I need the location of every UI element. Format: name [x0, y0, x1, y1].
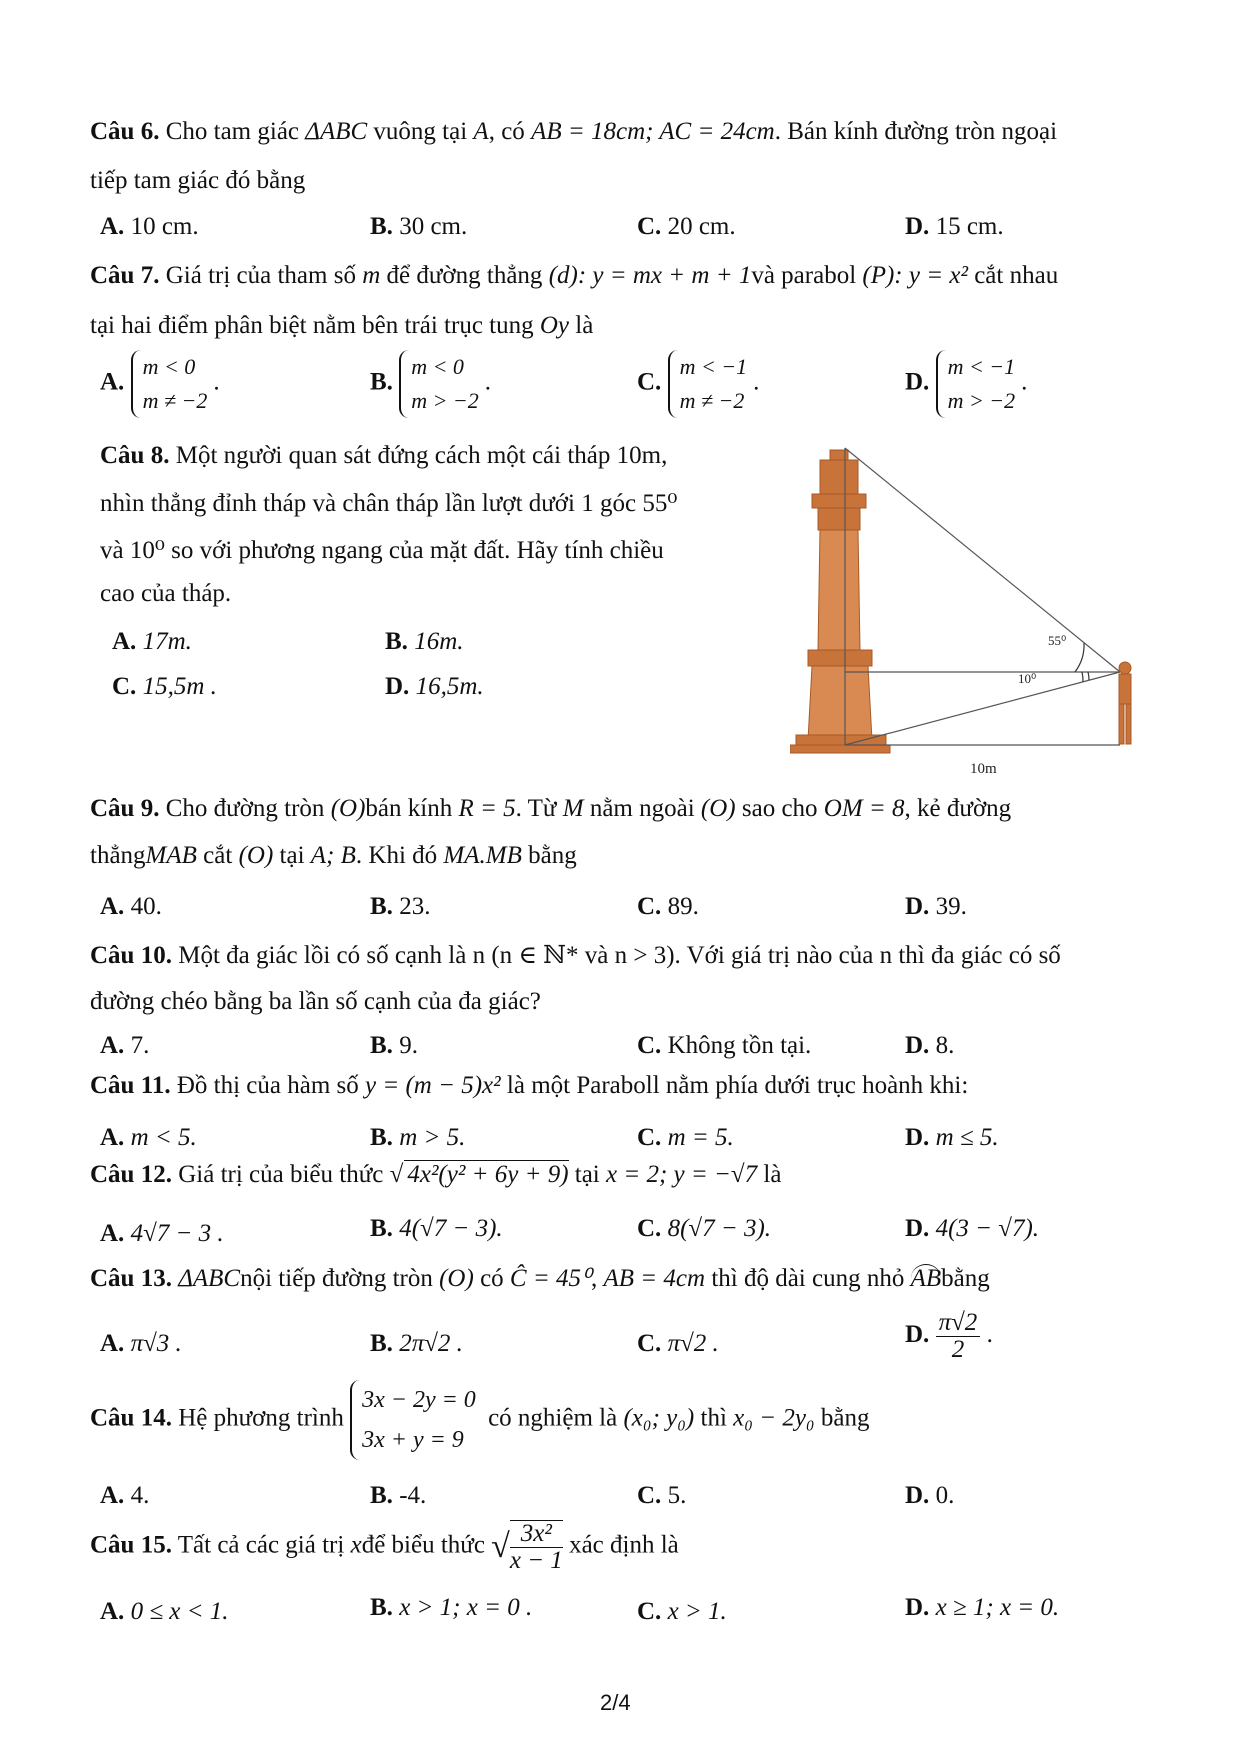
q10-option-d[interactable]: D. 8.	[905, 1032, 955, 1059]
q12-label: Câu 12.	[90, 1161, 172, 1188]
q14-equation-system: 3x − 2y = 0 3x + y = 9	[350, 1380, 482, 1460]
q13-option-d[interactable]: D. $\frac{\pi√2}{2}$ .	[905, 1309, 993, 1363]
angle-label-55: 55⁰	[1048, 633, 1067, 648]
q6-stem: Câu 6. Cho tam giác ΔABC vuông tại A, có AB = 18cm; AC = 24cm. Bán kính đường tròn ngoại	[90, 118, 1058, 145]
q8-option-b[interactable]: B. 16m.	[385, 628, 464, 655]
q8-option-a[interactable]: A. 17m.	[112, 628, 192, 655]
q13-label: Câu 13.	[90, 1265, 172, 1292]
q11-option-b[interactable]: B. m > 5.	[370, 1124, 466, 1151]
q10-stem: Câu 10. Một đa giác lồi có số cạnh là n (n ∈ ℕ* và n > 3). Với giá trị nào của n thì đa giác có số	[90, 942, 1061, 969]
q8-stem-line3: và 10⁰ so với phương ngang của mặt đất. Hãy tính chiều	[100, 537, 664, 564]
q7-option-d-system: m < −1 m > −2	[936, 350, 1022, 418]
q11-option-d[interactable]: D. m ≤ 5.	[905, 1124, 999, 1151]
q13-option-d-fraction: $\frac{\pi√2}{2}$	[936, 1310, 981, 1363]
q12-sqrt-expression: 4x²(y² + 6y + 9)	[404, 1160, 568, 1189]
q10-option-b[interactable]: B. 9.	[370, 1032, 418, 1059]
q11-label: Câu 11.	[90, 1072, 171, 1099]
q8-tower-figure	[790, 440, 1160, 780]
q13-option-a[interactable]: A. π√3 .	[100, 1330, 182, 1357]
q9-label: Câu 9.	[90, 795, 160, 822]
q11-option-c[interactable]: C. m = 5.	[637, 1124, 734, 1151]
q12-option-a[interactable]: A. 4√7 − 3 .	[100, 1220, 224, 1247]
q7-stem: Câu 7. Giá trị của tham số m để đường thẳng (d): y = mx + m + 1và parabol (P): y = x² cắt nhau	[90, 262, 1059, 289]
q14-label: Câu 14.	[90, 1404, 172, 1432]
q15-stem: Câu 15. Tất cả các giá trị xđể biểu thức √ $\frac{\text{3x²}}{x - 1}$ xác định là	[90, 1520, 679, 1574]
q12-stem: Câu 12. Giá trị của biểu thức √ 4x²(y² + 6y + 9) tại x = 2; y = −√7 là	[90, 1161, 782, 1188]
q6-stem-line2: tiếp tam giác đó bằng	[90, 167, 306, 194]
q9-option-a[interactable]: A. 40.	[100, 893, 162, 920]
q8-stem-line4: cao của tháp.	[100, 580, 232, 607]
q7-option-a[interactable]: A. m < 0 m ≠ −2.	[100, 350, 220, 418]
q14-option-c[interactable]: C. 5.	[637, 1482, 687, 1509]
q9-stem: Câu 9. Cho đường tròn (O)bán kính R = 5. Từ M nằm ngoài (O) sao cho OM = 8, kẻ đường	[90, 795, 1012, 822]
tower-illustration	[790, 450, 890, 753]
q8-option-c[interactable]: C. 15,5m .	[112, 673, 217, 700]
q13-option-b[interactable]: B. 2π√2 .	[370, 1330, 463, 1357]
q15-fraction: $\frac{\text{3x²}}{x - 1}$	[509, 1520, 563, 1574]
page-number: 2/4	[600, 1690, 631, 1715]
q7-stem-line2: tại hai điểm phân biệt nằm bên trái trục tung Oy là	[90, 312, 594, 339]
q13-stem: Câu 13. ΔABCnội tiếp đường tròn (O) có Ĉ = 45⁰, AB = 4cm thì độ dài cung nhỏ ABbằng	[90, 1265, 990, 1292]
q6-option-b[interactable]: B. 30 cm.	[370, 213, 468, 240]
q15-option-c[interactable]: C. x > 1.	[637, 1598, 727, 1625]
sight-lines	[845, 448, 1120, 745]
q14-option-b[interactable]: B. -4.	[370, 1482, 427, 1509]
q6-option-d[interactable]: D. 15 cm.	[905, 213, 1004, 240]
q12-option-c[interactable]: C. 8(√7 − 3).	[637, 1215, 772, 1242]
q14-stem: Câu 14. Hệ phương trình 3x − 2y = 0 3x + y = 9 có nghiệm là (x₀; y₀) thì x₀ − 2y₀ bằng	[90, 1380, 869, 1460]
angle-label-10: 10⁰	[1018, 671, 1037, 686]
q9-stem-line2: thẳngMAB cắt (O) tại A; B. Khi đó MA.MB bằng	[90, 842, 577, 869]
observer-figure	[1119, 662, 1131, 744]
q7-option-a-system: m < 0 m ≠ −2	[131, 350, 214, 418]
q8-option-d[interactable]: D. 16,5m.	[385, 673, 484, 700]
q11-stem: Câu 11. Đồ thị của hàm số y = (m − 5)x² là một Paraboll nằm phía dưới trục hoành khi:	[90, 1072, 969, 1099]
q6-option-a[interactable]: A. 10 cm.	[100, 213, 199, 240]
q6-option-c[interactable]: C. 20 cm.	[637, 213, 736, 240]
q12-option-d[interactable]: D. 4(3 − √7).	[905, 1215, 1040, 1242]
q15-label: Câu 15.	[90, 1531, 172, 1559]
q15-option-a[interactable]: A. 0 ≤ x < 1.	[100, 1598, 229, 1625]
q10-option-c[interactable]: C. Không tồn tại.	[637, 1032, 812, 1059]
q10-option-a[interactable]: A. 7.	[100, 1032, 150, 1059]
q8-stem-line2: nhìn thẳng đỉnh tháp và chân tháp lần lượt dưới 1 góc 55⁰	[100, 490, 678, 517]
q9-option-c[interactable]: C. 89.	[637, 893, 699, 920]
q7-option-b[interactable]: B. m < 0 m > −2.	[370, 350, 491, 418]
q8-stem: Câu 8. Một người quan sát đứng cách một cái tháp 10m,	[100, 442, 668, 469]
q12-option-b[interactable]: B. 4(√7 − 3).	[370, 1215, 503, 1242]
q10-stem-line2: đường chéo bằng ba lần số cạnh của đa giác?	[90, 988, 541, 1015]
distance-label: 10m	[970, 761, 997, 777]
q7-option-d[interactable]: D. m < −1 m > −2.	[905, 350, 1027, 418]
q13-arc-ab: AB	[910, 1265, 942, 1292]
q7-option-b-system: m < 0 m > −2	[399, 350, 485, 418]
q6-label: Câu 6.	[90, 118, 160, 145]
q9-option-d[interactable]: D. 39.	[905, 893, 967, 920]
q7-option-c[interactable]: C. m < −1 m ≠ −2.	[637, 350, 759, 418]
q9-option-b[interactable]: B. 23.	[370, 893, 431, 920]
q11-option-a[interactable]: A. m < 5.	[100, 1124, 197, 1151]
q14-option-d[interactable]: D. 0.	[905, 1482, 955, 1509]
q15-option-d[interactable]: D. x ≥ 1; x = 0.	[905, 1594, 1060, 1621]
q14-option-a[interactable]: A. 4.	[100, 1482, 150, 1509]
q8-label: Câu 8.	[100, 442, 170, 469]
q13-option-c[interactable]: C. π√2 .	[637, 1330, 719, 1357]
q7-option-c-system: m < −1 m ≠ −2	[668, 350, 754, 418]
q7-label: Câu 7.	[90, 262, 160, 289]
q10-label: Câu 10.	[90, 942, 172, 969]
q15-option-b[interactable]: B. x > 1; x = 0 .	[370, 1594, 533, 1621]
